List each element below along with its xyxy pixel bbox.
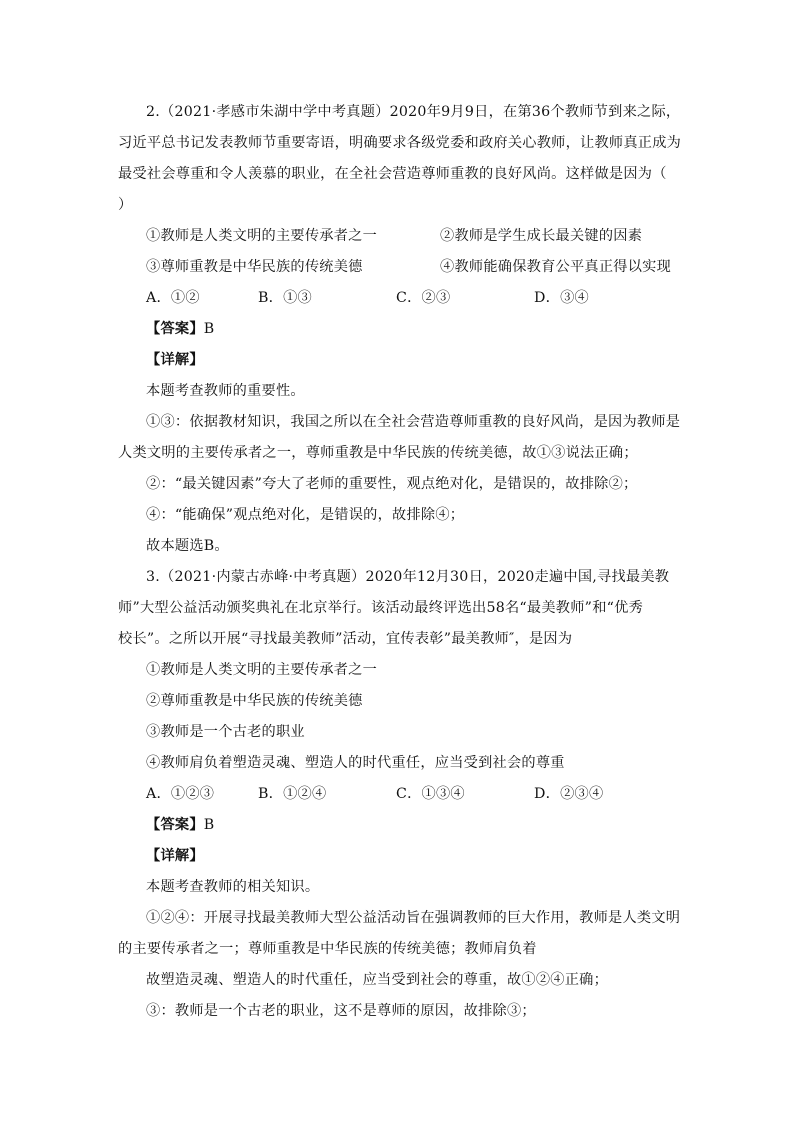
q2-statement-1: ①教师是人类文明的主要传承者之一: [146, 228, 378, 244]
q2-explanation-line-4: ②：“最关键因素”夸大了老师的重要性，观点绝对化，是错误的，故排除②；: [146, 476, 638, 492]
q3-stem-line-3: 校长”。之所以开展“寻找最美教师”活动，宜传表彰”最美教师″，是因为: [118, 631, 573, 647]
q3-detail-label: 【详解】: [146, 848, 204, 864]
q3-statement-1: ①教师是人类文明的主要传承者之一: [146, 662, 378, 678]
q2-explanation-line-3: 人类文明的主要传承者之一，尊师重教是中华民族的传统美德，故①③说法正确；: [118, 445, 638, 461]
q2-explanation-line-2: ①③：依据教材知识，我国之所以在全社会营造尊师重教的良好风尚，是因为教师是: [146, 414, 681, 430]
q3-stem-line-2: 师”大型公益活动颁奖典礼在北京举行。该活动最终评选出58名“最美教师”和“优秀: [118, 600, 644, 616]
q2-stem-line-1: 2.（2021·孝感市朱湖中学中考真题）2020年9月9日，在第36个教师节到来之际，: [146, 104, 681, 120]
q3-statement-4: ④教师肩负着塑造灵魂、塑造人的时代重任，应当受到社会的尊重: [146, 755, 565, 771]
q3-explanation-line-3: 的主要传承者之一；尊师重教是中华民族的传统美德；教师肩负着: [118, 941, 537, 957]
q3-explanation-line-2: ①②④：开展寻找最美教师大型公益活动旨在强调教师的巨大作用，教师是人类文明: [146, 910, 681, 926]
q3-answer-value: B: [203, 817, 215, 833]
q2-stem-line-4: ）: [118, 197, 133, 213]
q3-explanation-line-5: ③：教师是一个古老的职业，这不是尊师的原因，故排除③；: [146, 1003, 536, 1019]
q2-explanation-line-1: 本题考查教师的重要性。: [146, 383, 305, 399]
q2-statement-4: ④教师能确保教育公平真正得以实现: [440, 259, 672, 275]
q2-answer-label: 【答案】: [146, 321, 204, 337]
q3-answer: [146, 815, 214, 835]
q2-option-a: A．①②: [146, 290, 200, 306]
q2-explanation-line-6: 故本题选B。: [146, 538, 229, 554]
q3-answer-label: 【答案】: [146, 817, 204, 833]
q2-explanation-line-5: ④：“能确保”观点绝对化，是错误的，故排除④；: [146, 507, 465, 523]
q2-option-c: C．②③: [396, 290, 451, 306]
q3-statement-2: ②尊师重教是中华民族的传统美德: [146, 693, 363, 709]
q2-statement-3: ③尊师重教是中华民族的传统美德: [146, 259, 363, 275]
q3-option-c: C．①③④: [396, 786, 465, 802]
q3-option-a: A．①②③: [146, 786, 215, 802]
q3-explanation-line-1: 本题考查教师的相关知识。: [146, 879, 320, 895]
q2-option-d: D．③④: [534, 290, 589, 306]
q2-stem-line-2: 习近平总书记发表教师节重要寄语，明确要求各级党委和政府关心教师，让教师真正成为: [118, 135, 682, 151]
q2-detail-label: 【详解】: [146, 352, 204, 368]
q3-statement-3: ③教师是一个古老的职业: [146, 724, 305, 740]
q2-statement-2: ②教师是学生成长最关键的因素: [440, 228, 643, 244]
q3-option-b: B．①②④: [258, 786, 327, 802]
q3-explanation-line-4: 故塑造灵魂、塑造人的时代重任，应当受到社会的尊重，故①②④正确；: [146, 972, 609, 988]
q2-stem-line-3: 最受社会尊重和令人羡慕的职业，在全社会营造尊师重教的良好风尚。这样做是因为（: [118, 166, 667, 182]
q2-option-b: B．①③: [258, 290, 312, 306]
q2-answer: [146, 319, 214, 339]
q3-option-d: D．②③④: [534, 786, 604, 802]
q2-answer-value: B: [203, 321, 215, 337]
q3-stem-line-1: 3.（2021·内蒙古赤峰·中考真题）2020年12月30日，2020走遍中国,寻找最美教: [146, 569, 670, 585]
